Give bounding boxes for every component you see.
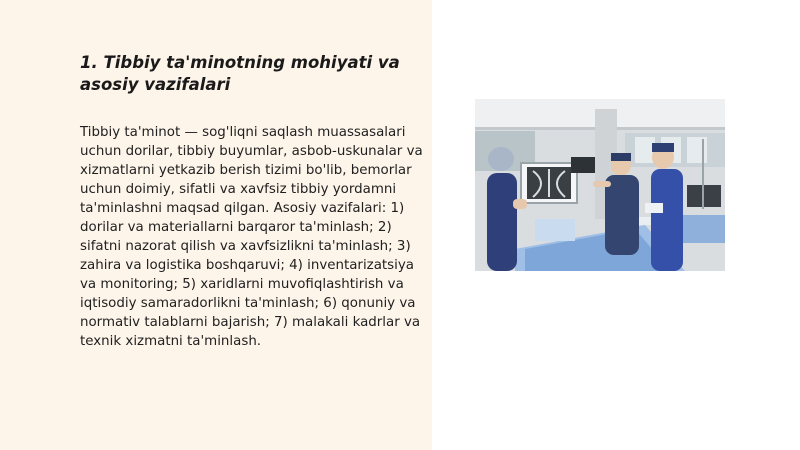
medical-staff-photo [475, 99, 725, 271]
slide-body-text: Tibbiy ta'minot — sog'liqni saqlash muassasalari uchun dorilar, tibbiy buyumlar, asbob-uskunalar va xizmatlarni yetkazib berish tizimi bo'lib, bemorlar uchun doimiy, sifatli va xavfsiz tibbiy yordamni ta'minlashni maqsad qilgan. Asosiy vazifalari: 1) dorilar va materiallarni barqaror ta'minlash; 2) sifatni nazorat qilish va xavfsizlikni ta'minlash; 3) zahira va logistika boshqaruvi; 4) inventarizatsiya va monitoring; 5) xaridlarni muvofiqlashtirish va iqtisodiy samaradorlikni ta'minlash; 6) qonuniy va normativ talablarni bajarish; 7) malakali kadrlar va texnik xizmatni ta'minlash. [80, 125, 423, 349]
slide-title: 1. Tibbiy ta'minotning mohiyati va asosiy vazifalari [80, 53, 400, 94]
